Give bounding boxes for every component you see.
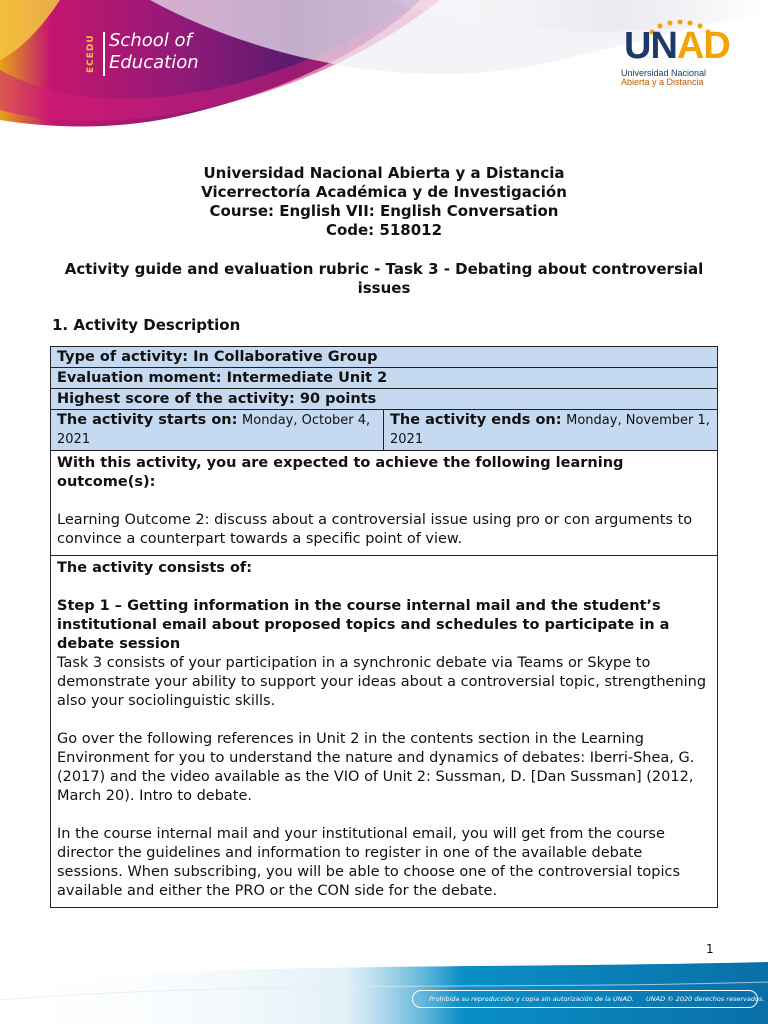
unad-subtitle-1: Universidad Nacional	[621, 68, 707, 78]
activity-consists-cell	[51, 556, 717, 907]
highest-score-row: Highest score of the activity: 90 points	[51, 389, 717, 410]
paragraph-1: Task 3 consists of your participation in a synchronic debate via Teams or Skype to demonstrate your ability to support your ideas about a controversial topic, strengthening also your sociolinguistic skills.	[57, 655, 707, 709]
outcome-text: Learning Outcome 2: discuss about a controversial issue using pro or con arguments to convince a counterpart towards a specific point of view.	[57, 512, 693, 547]
course-code: Code: 518012	[325, 221, 443, 239]
school-name: School of Education	[109, 30, 199, 73]
header-banner	[0, 0, 768, 140]
outcome-heading: With this activity, you are expected to achieve the following learning outcome(s):	[57, 455, 624, 490]
document-header	[0, 164, 768, 240]
guide-title: Activity guide and evaluation rubric - Task 3 - Debating about controversial issues	[64, 260, 704, 297]
unad-logo	[618, 20, 748, 92]
unad-subtitle-2: Abierta y a Distancia	[621, 77, 704, 87]
section-heading: 1. Activity Description	[52, 316, 241, 334]
paragraph-3: In the course internal mail and your institutional email, you will get from the course director the guidelines and information to register in one of the available debate sessions. When subscribing, you will be able to choose one of the controversial topics available and either the PRO or the CON side for the debate.	[57, 826, 681, 899]
start-date-label: The activity starts on:	[57, 412, 238, 428]
consists-heading: The activity consists of:	[57, 560, 253, 576]
activity-table	[50, 346, 718, 908]
page-number: 1	[706, 942, 714, 956]
learning-outcome-cell	[51, 451, 717, 556]
course-name: Course: English VII: English Conversation	[209, 202, 559, 220]
footer-left-text: Prohibida su reproducción y copia sin autorización de la UNAD.	[429, 995, 635, 1003]
unad-wordmark: UNAD	[624, 25, 730, 67]
end-date-label: The activity ends on:	[390, 412, 562, 428]
footer-copyright-pill	[412, 990, 765, 1008]
start-date-cell	[51, 410, 384, 450]
evaluation-moment-row: Evaluation moment: Intermediate Unit 2	[51, 368, 717, 389]
end-date-cell	[384, 410, 717, 450]
end-date-value: Monday, November 1, 2021	[390, 413, 710, 447]
ecedu-vertical-text: ECEDU	[86, 34, 96, 74]
logo-divider	[103, 32, 105, 76]
dates-row	[51, 410, 717, 451]
footer-right-text: UNAD © 2020 derechos reservados.	[646, 995, 765, 1003]
start-date-value: Monday, October 4, 2021	[57, 413, 371, 447]
step1-heading: Step 1 – Getting information in the course internal mail and the student’s institutional email about proposed topics and schedules to participate in a debate session	[57, 598, 670, 652]
vicerrectoria: Vicerrectoría Académica y de Investigación	[201, 183, 567, 201]
type-of-activity-row: Type of activity: In Collaborative Group	[51, 347, 717, 368]
paragraph-2: Go over the following references in Unit 2 in the contents section in the Learning Environment for you to understand the nature and dynamics of debates: Iberri-Shea, G. (2017) and the video available as the VIO of Unit 2: Sussman, D. [Dan Sussman] (2012, March 20). Intro to debate.	[57, 731, 695, 804]
university-name: Universidad Nacional Abierta y a Distancia	[203, 164, 565, 182]
